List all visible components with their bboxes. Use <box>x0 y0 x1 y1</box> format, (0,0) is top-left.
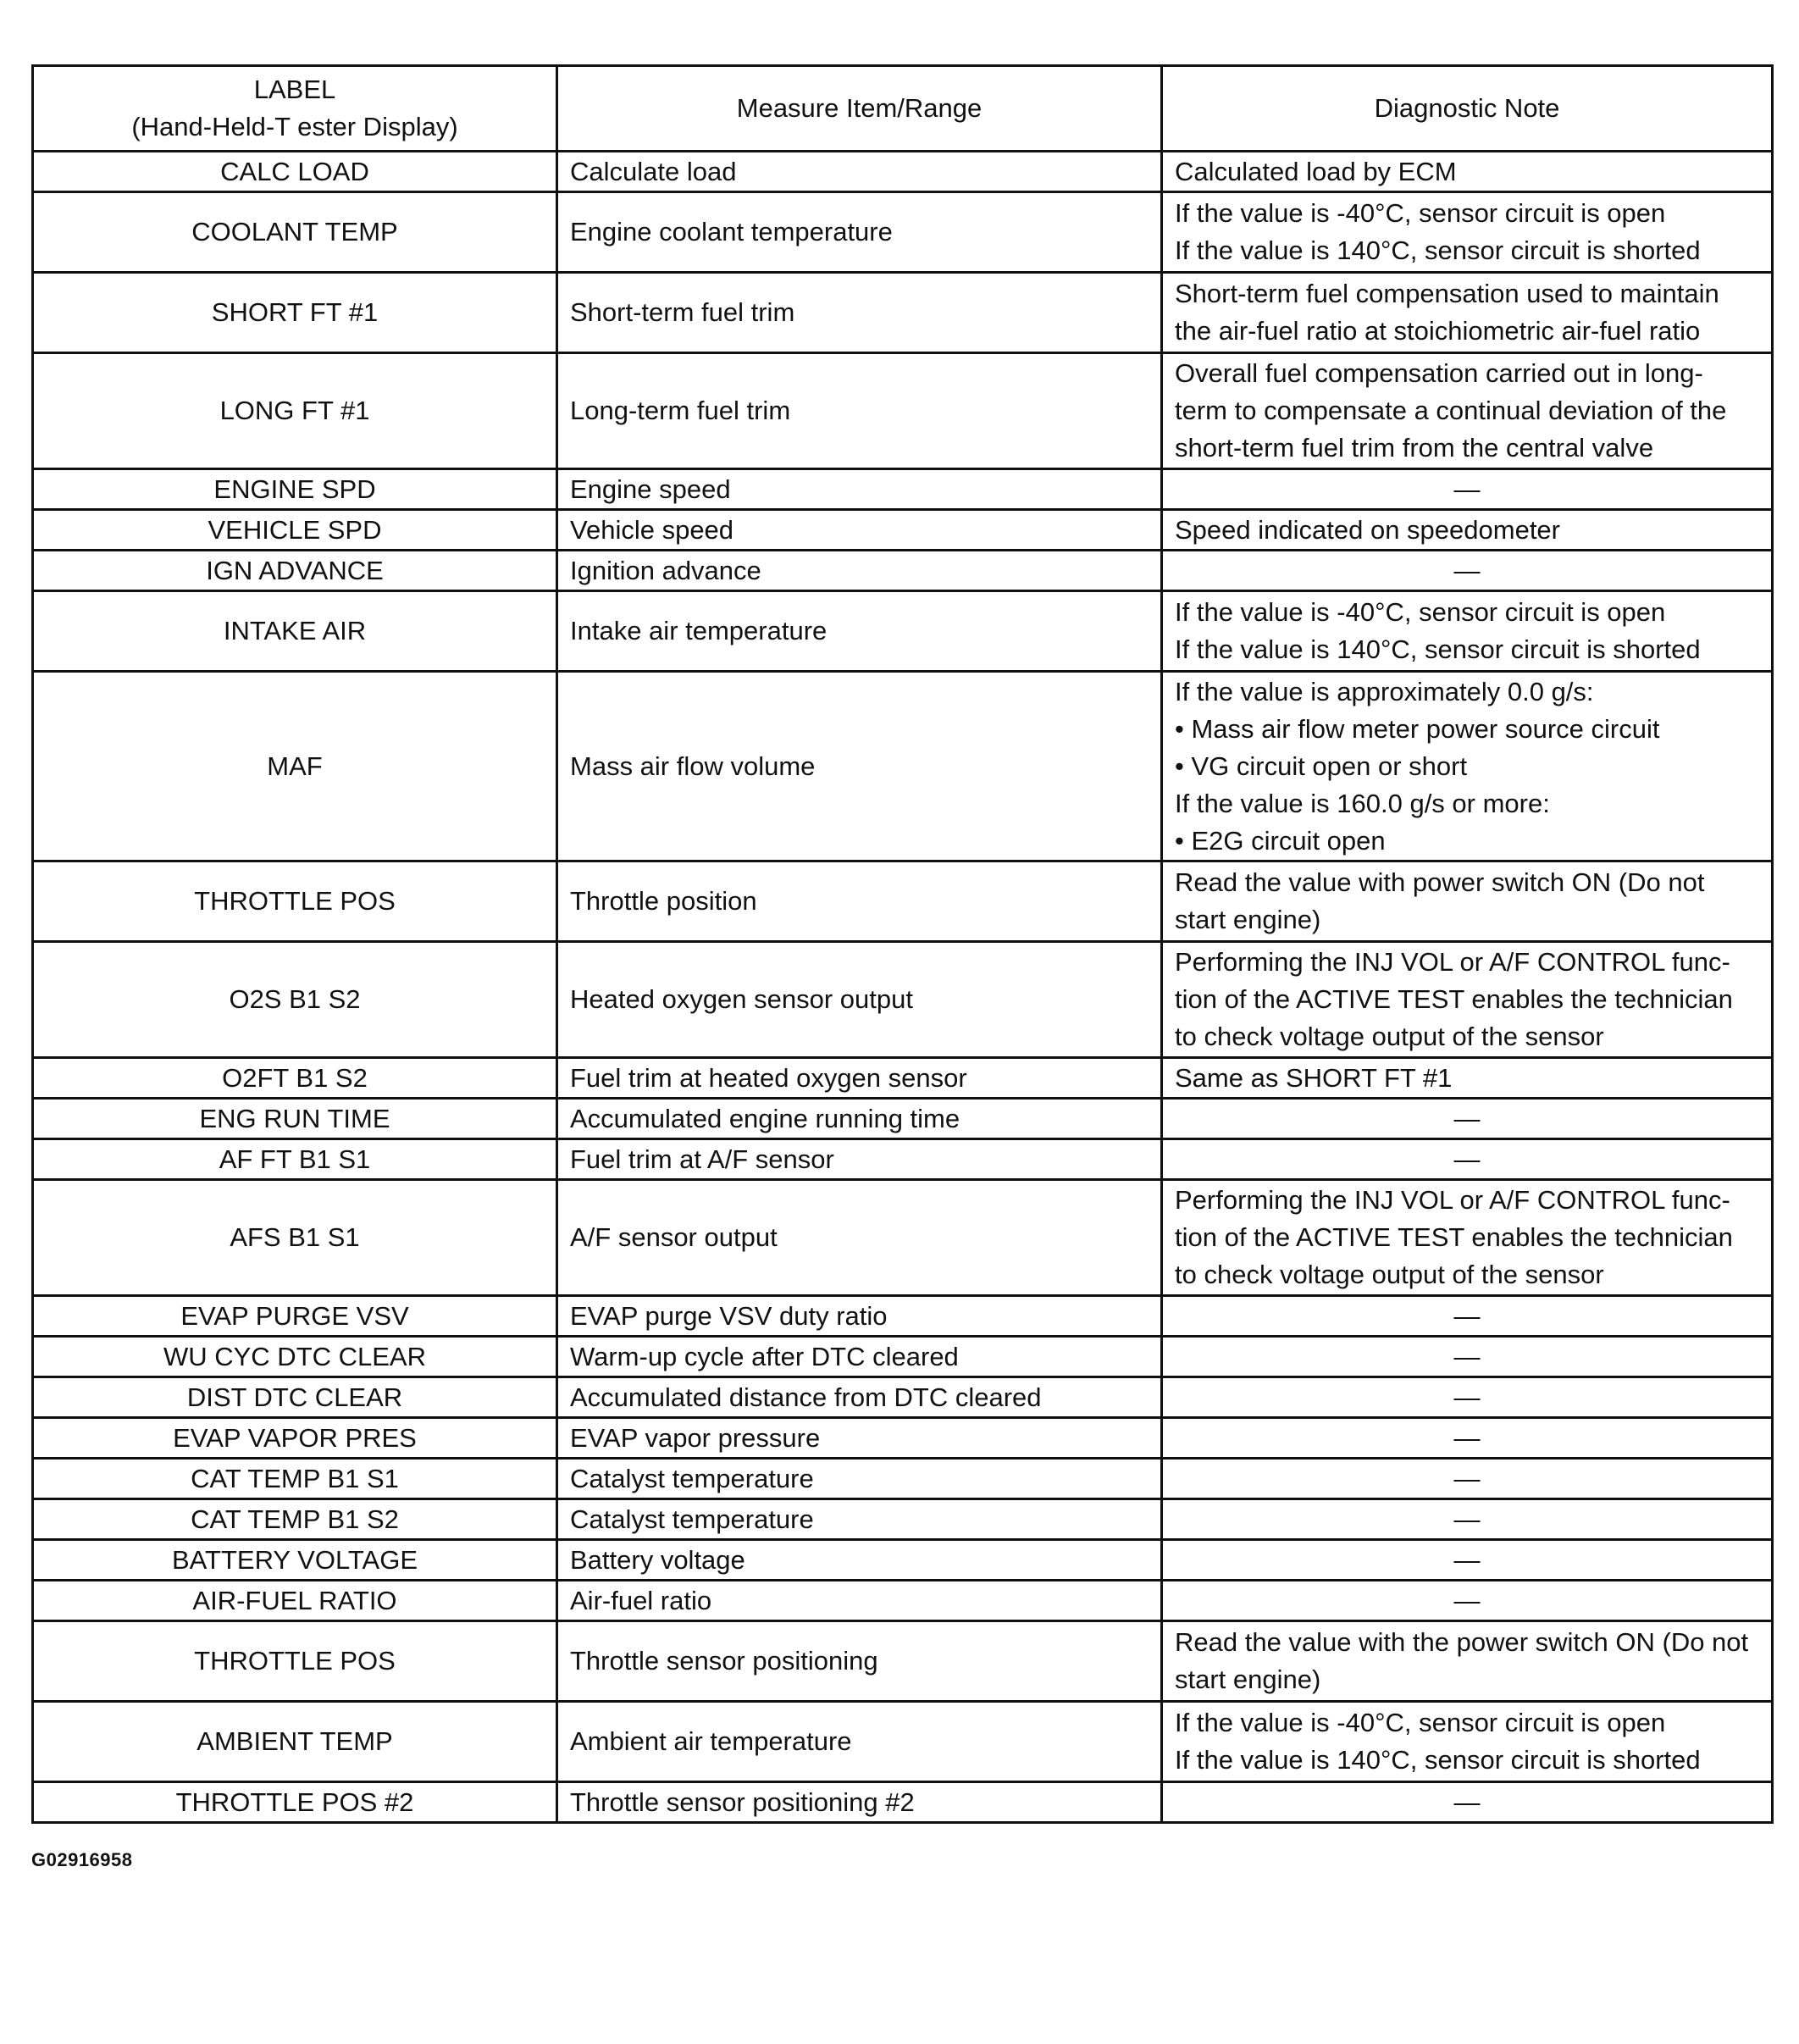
label-cell: CALC LOAD <box>33 152 557 192</box>
measure-cell: Warm-up cycle after DTC cleared <box>557 1337 1162 1377</box>
table-row <box>33 353 1773 469</box>
label-cell: ENGINE SPD <box>33 469 557 510</box>
table-row <box>33 192 1773 273</box>
note-line: — <box>1453 555 1481 585</box>
note-line: — <box>1453 1504 1481 1534</box>
note-line: — <box>1453 1422 1481 1453</box>
note-line: If the value is approximately 0.0 g/s: <box>1175 676 1594 706</box>
note-line: If the value is -40°C, sensor circuit is open <box>1175 597 1666 627</box>
note-cell <box>1162 510 1773 551</box>
table-row <box>33 273 1773 353</box>
label-cell: THROTTLE POS #2 <box>33 1782 557 1823</box>
note-line: If the value is 140°C, sensor circuit is shorted <box>1175 634 1701 664</box>
measure-cell: Intake air temperature <box>557 591 1162 672</box>
label-cell: SHORT FT #1 <box>33 273 557 353</box>
note-line: Same as SHORT FT #1 <box>1175 1062 1453 1093</box>
note-cell <box>1162 1459 1773 1499</box>
note-line: Read the value with power switch ON (Do not <box>1175 867 1705 897</box>
measure-cell: Air-fuel ratio <box>557 1581 1162 1621</box>
table-row <box>33 672 1773 861</box>
note-line: — <box>1453 1544 1481 1575</box>
measure-cell: Ignition advance <box>557 551 1162 591</box>
note-line: to check voltage output of the sensor <box>1175 1022 1604 1051</box>
note-line: Overall fuel compensation carried out in long- <box>1175 358 1703 388</box>
label-cell: WU CYC DTC CLEAR <box>33 1337 557 1377</box>
label-cell: AMBIENT TEMP <box>33 1702 557 1782</box>
note-line: Performing the INJ VOL or A/F CONTROL func- <box>1175 947 1730 977</box>
header-measure: Measure Item/Range <box>557 66 1162 152</box>
header-label-line: LABEL <box>253 75 336 104</box>
note-line: Short-term fuel compensation used to maintain <box>1175 279 1719 308</box>
measure-cell: Catalyst temperature <box>557 1499 1162 1540</box>
note-cell <box>1162 469 1773 510</box>
table-row <box>33 1377 1773 1418</box>
measure-cell: Catalyst temperature <box>557 1459 1162 1499</box>
note-cell <box>1162 1540 1773 1581</box>
label-cell: O2FT B1 S2 <box>33 1058 557 1099</box>
table-row <box>33 1621 1773 1702</box>
table-row <box>33 469 1773 510</box>
measure-cell: Throttle sensor positioning #2 <box>557 1782 1162 1823</box>
table-row <box>33 861 1773 942</box>
measure-cell: Calculate load <box>557 152 1162 192</box>
table-row <box>33 1459 1773 1499</box>
label-cell: AF FT B1 S1 <box>33 1139 557 1180</box>
note-line: If the value is 140°C, sensor circuit is shorted <box>1175 1745 1701 1775</box>
label-cell: THROTTLE POS <box>33 1621 557 1702</box>
measure-cell: Fuel trim at heated oxygen sensor <box>557 1058 1162 1099</box>
note-cell <box>1162 1377 1773 1418</box>
table-row <box>33 1782 1773 1823</box>
measure-cell: Engine speed <box>557 469 1162 510</box>
note-line: • Mass air flow meter power source circuit <box>1175 713 1660 744</box>
note-cell <box>1162 1499 1773 1540</box>
note-cell <box>1162 1418 1773 1459</box>
note-line: Speed indicated on speedometer <box>1175 514 1560 545</box>
label-cell: EVAP PURGE VSV <box>33 1296 557 1337</box>
note-line: If the value is -40°C, sensor circuit is open <box>1175 1708 1666 1737</box>
note-line: to check voltage output of the sensor <box>1175 1260 1604 1289</box>
label-cell: INTAKE AIR <box>33 591 557 672</box>
table-row <box>33 1540 1773 1581</box>
table-body <box>33 152 1773 1823</box>
header-label <box>33 66 557 152</box>
note-line: — <box>1453 1300 1481 1331</box>
table-row <box>33 1499 1773 1540</box>
note-line: — <box>1453 1341 1481 1371</box>
table-row <box>33 1180 1773 1296</box>
table-row <box>33 1139 1773 1180</box>
label-cell: VEHICLE SPD <box>33 510 557 551</box>
measure-cell: Long-term fuel trim <box>557 353 1162 469</box>
note-cell <box>1162 192 1773 273</box>
note-cell <box>1162 1099 1773 1139</box>
table-row <box>33 1058 1773 1099</box>
table-row <box>33 1581 1773 1621</box>
note-cell <box>1162 273 1773 353</box>
note-line: — <box>1453 1144 1481 1174</box>
measure-cell: Throttle sensor positioning <box>557 1621 1162 1702</box>
header-note: Diagnostic Note <box>1162 66 1773 152</box>
table-row <box>33 1702 1773 1782</box>
note-line: term to compensate a continual deviation of the <box>1175 396 1727 425</box>
note-cell <box>1162 672 1773 861</box>
note-cell <box>1162 1581 1773 1621</box>
table-header-row <box>33 66 1773 152</box>
label-cell: THROTTLE POS <box>33 861 557 942</box>
note-cell <box>1162 591 1773 672</box>
data-list-table <box>31 64 1774 1824</box>
note-cell <box>1162 353 1773 469</box>
label-cell: IGN ADVANCE <box>33 551 557 591</box>
measure-cell: EVAP purge VSV duty ratio <box>557 1296 1162 1337</box>
measure-cell: Heated oxygen sensor output <box>557 942 1162 1058</box>
note-cell <box>1162 551 1773 591</box>
note-line: tion of the ACTIVE TEST enables the technician <box>1175 1222 1733 1252</box>
table-row <box>33 1099 1773 1139</box>
note-line: — <box>1453 1103 1481 1133</box>
table-row <box>33 1296 1773 1337</box>
label-cell: O2S B1 S2 <box>33 942 557 1058</box>
note-cell <box>1162 1702 1773 1782</box>
measure-cell: Accumulated distance from DTC cleared <box>557 1377 1162 1418</box>
table-row <box>33 942 1773 1058</box>
note-cell <box>1162 1296 1773 1337</box>
label-cell: AFS B1 S1 <box>33 1180 557 1296</box>
note-cell <box>1162 942 1773 1058</box>
label-cell: CAT TEMP B1 S2 <box>33 1499 557 1540</box>
note-cell <box>1162 1782 1773 1823</box>
note-line: If the value is 160.0 g/s or more: <box>1175 788 1550 818</box>
table-row <box>33 1337 1773 1377</box>
note-line: — <box>1453 474 1481 504</box>
note-cell <box>1162 861 1773 942</box>
note-line: — <box>1453 1786 1481 1817</box>
label-cell: COOLANT TEMP <box>33 192 557 273</box>
table-row <box>33 510 1773 551</box>
label-cell: DIST DTC CLEAR <box>33 1377 557 1418</box>
note-line: — <box>1453 1585 1481 1615</box>
table-row <box>33 152 1773 192</box>
document-sheet <box>31 64 1771 1870</box>
measure-cell: Short-term fuel trim <box>557 273 1162 353</box>
measure-cell: Engine coolant temperature <box>557 192 1162 273</box>
label-cell: LONG FT #1 <box>33 353 557 469</box>
note-line: — <box>1453 1382 1481 1412</box>
note-line: Performing the INJ VOL or A/F CONTROL func- <box>1175 1185 1730 1215</box>
measure-cell: A/F sensor output <box>557 1180 1162 1296</box>
note-line: start engine) <box>1175 1665 1321 1694</box>
label-cell: BATTERY VOLTAGE <box>33 1540 557 1581</box>
note-line: tion of the ACTIVE TEST enables the technician <box>1175 984 1733 1014</box>
measure-cell: Accumulated engine running time <box>557 1099 1162 1139</box>
table-row <box>33 551 1773 591</box>
note-line: — <box>1453 1463 1481 1493</box>
note-line: If the value is -40°C, sensor circuit is open <box>1175 198 1666 228</box>
note-line: • VG circuit open or short <box>1175 751 1468 781</box>
note-cell <box>1162 1180 1773 1296</box>
label-cell: CAT TEMP B1 S1 <box>33 1459 557 1499</box>
figure-id: G02916958 <box>31 1849 133 1870</box>
measure-cell: Mass air flow volume <box>557 672 1162 861</box>
note-line: start engine) <box>1175 905 1321 934</box>
note-line: If the value is 140°C, sensor circuit is shorted <box>1175 235 1701 265</box>
measure-cell: Ambient air temperature <box>557 1702 1162 1782</box>
label-cell: EVAP VAPOR PRES <box>33 1418 557 1459</box>
note-line: short-term fuel trim from the central valve <box>1175 433 1654 463</box>
label-cell: AIR-FUEL RATIO <box>33 1581 557 1621</box>
note-cell <box>1162 152 1773 192</box>
note-line: Calculated load by ECM <box>1175 156 1457 186</box>
label-cell: ENG RUN TIME <box>33 1099 557 1139</box>
measure-cell: Fuel trim at A/F sensor <box>557 1139 1162 1180</box>
measure-cell: EVAP vapor pressure <box>557 1418 1162 1459</box>
measure-cell: Vehicle speed <box>557 510 1162 551</box>
measure-cell: Throttle position <box>557 861 1162 942</box>
label-cell: MAF <box>33 672 557 861</box>
measure-cell: Battery voltage <box>557 1540 1162 1581</box>
header-label-line: (Hand-Held-T ester Display) <box>131 112 458 141</box>
table-row <box>33 1418 1773 1459</box>
table-row <box>33 591 1773 672</box>
note-line: • E2G circuit open <box>1175 825 1386 856</box>
note-line: Read the value with the power switch ON (Do not <box>1175 1627 1749 1657</box>
note-line: the air-fuel ratio at stoichiometric air-fuel ratio <box>1175 316 1701 346</box>
note-cell <box>1162 1139 1773 1180</box>
note-cell <box>1162 1058 1773 1099</box>
note-cell <box>1162 1337 1773 1377</box>
note-cell <box>1162 1621 1773 1702</box>
